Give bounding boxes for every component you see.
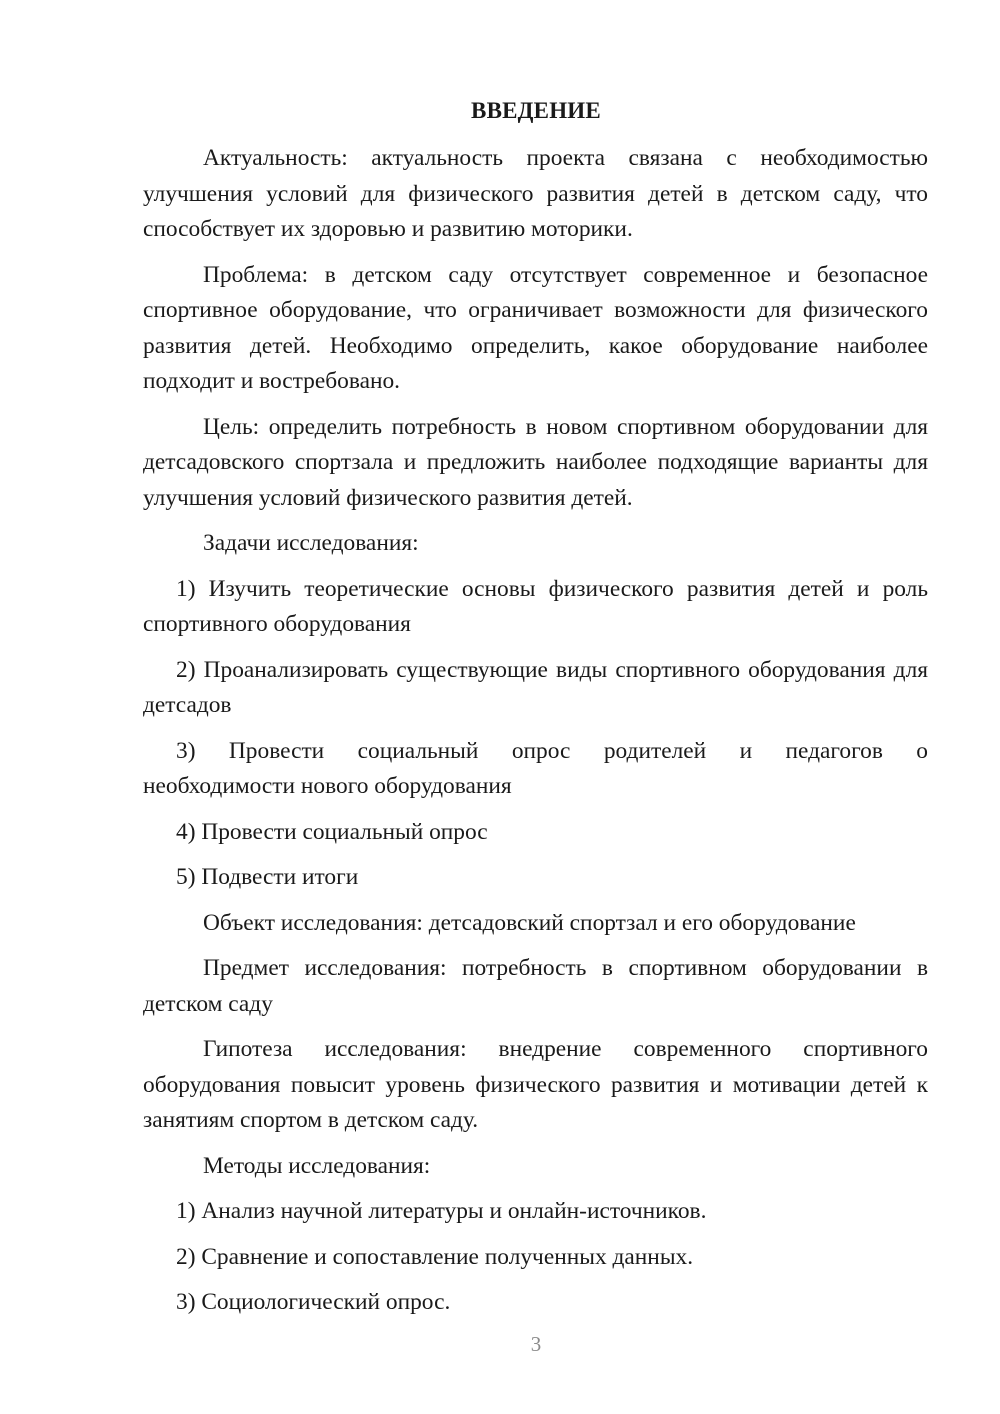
goal-paragraph: Цель: определить потребность в новом спортивном оборудовании для детсадовского спортзала и предложить наиболее подходящие варианты для улучшения условий физического развития детей. [143,413,928,511]
task-item-3-line-2: необходимости нового оборудования [143,773,512,799]
task-item-3 [143,734,928,805]
page-number: 3 [530,1332,542,1356]
section-heading: ВВЕДЕНИЕ [471,98,601,123]
method-item-2: 2) Сравнение и сопоставление полученных данных. [176,1243,694,1270]
task-item-3-line-1: 3) Провести социальный опрос родителей и педагогов о [176,737,928,764]
relevance-paragraph: Актуальность: актуальность проекта связана с необходимостью улучшения условий для физического развития детей в детском саду, что способствует их здоровью и развитию моторики. [143,145,928,242]
method-item-1: 1) Анализ научной литературы и онлайн-источников. [176,1198,707,1224]
problem-paragraph: Проблема: в детском саду отсутствует современное и безопасное спортивное оборудование, что ограничивает возможности для физического развития детей. Необходимо определить, какое оборудование наиболее подходит и востребовано. [143,261,928,394]
task-item-5: 5) Подвести итоги [176,864,359,890]
method-item-3: 3) Социологический опрос. [176,1289,451,1315]
object-paragraph: Объект исследования: детсадовский спортзал и его оборудование [203,909,856,936]
task-item-1: 1) Изучить теоретические основы физического развития детей и роль спортивного оборудования [143,575,928,637]
task-item-4: 4) Провести социальный опрос [176,818,488,845]
methods-title: Методы исследования: [203,1152,431,1179]
task-item-2: 2) Проанализировать существующие виды спортивного оборудования для детсадов [143,656,928,718]
tasks-title: Задачи исследования: [203,530,419,556]
hypothesis-paragraph: Гипотеза исследования: внедрение современного спортивного оборудования повысит уровень физического развития и мотивации детей к занятиям спортом в детском саду. [143,1036,928,1133]
subject-paragraph: Предмет исследования: потребность в спортивном оборудовании в детском саду [143,955,928,1017]
body-text [143,141,928,1331]
